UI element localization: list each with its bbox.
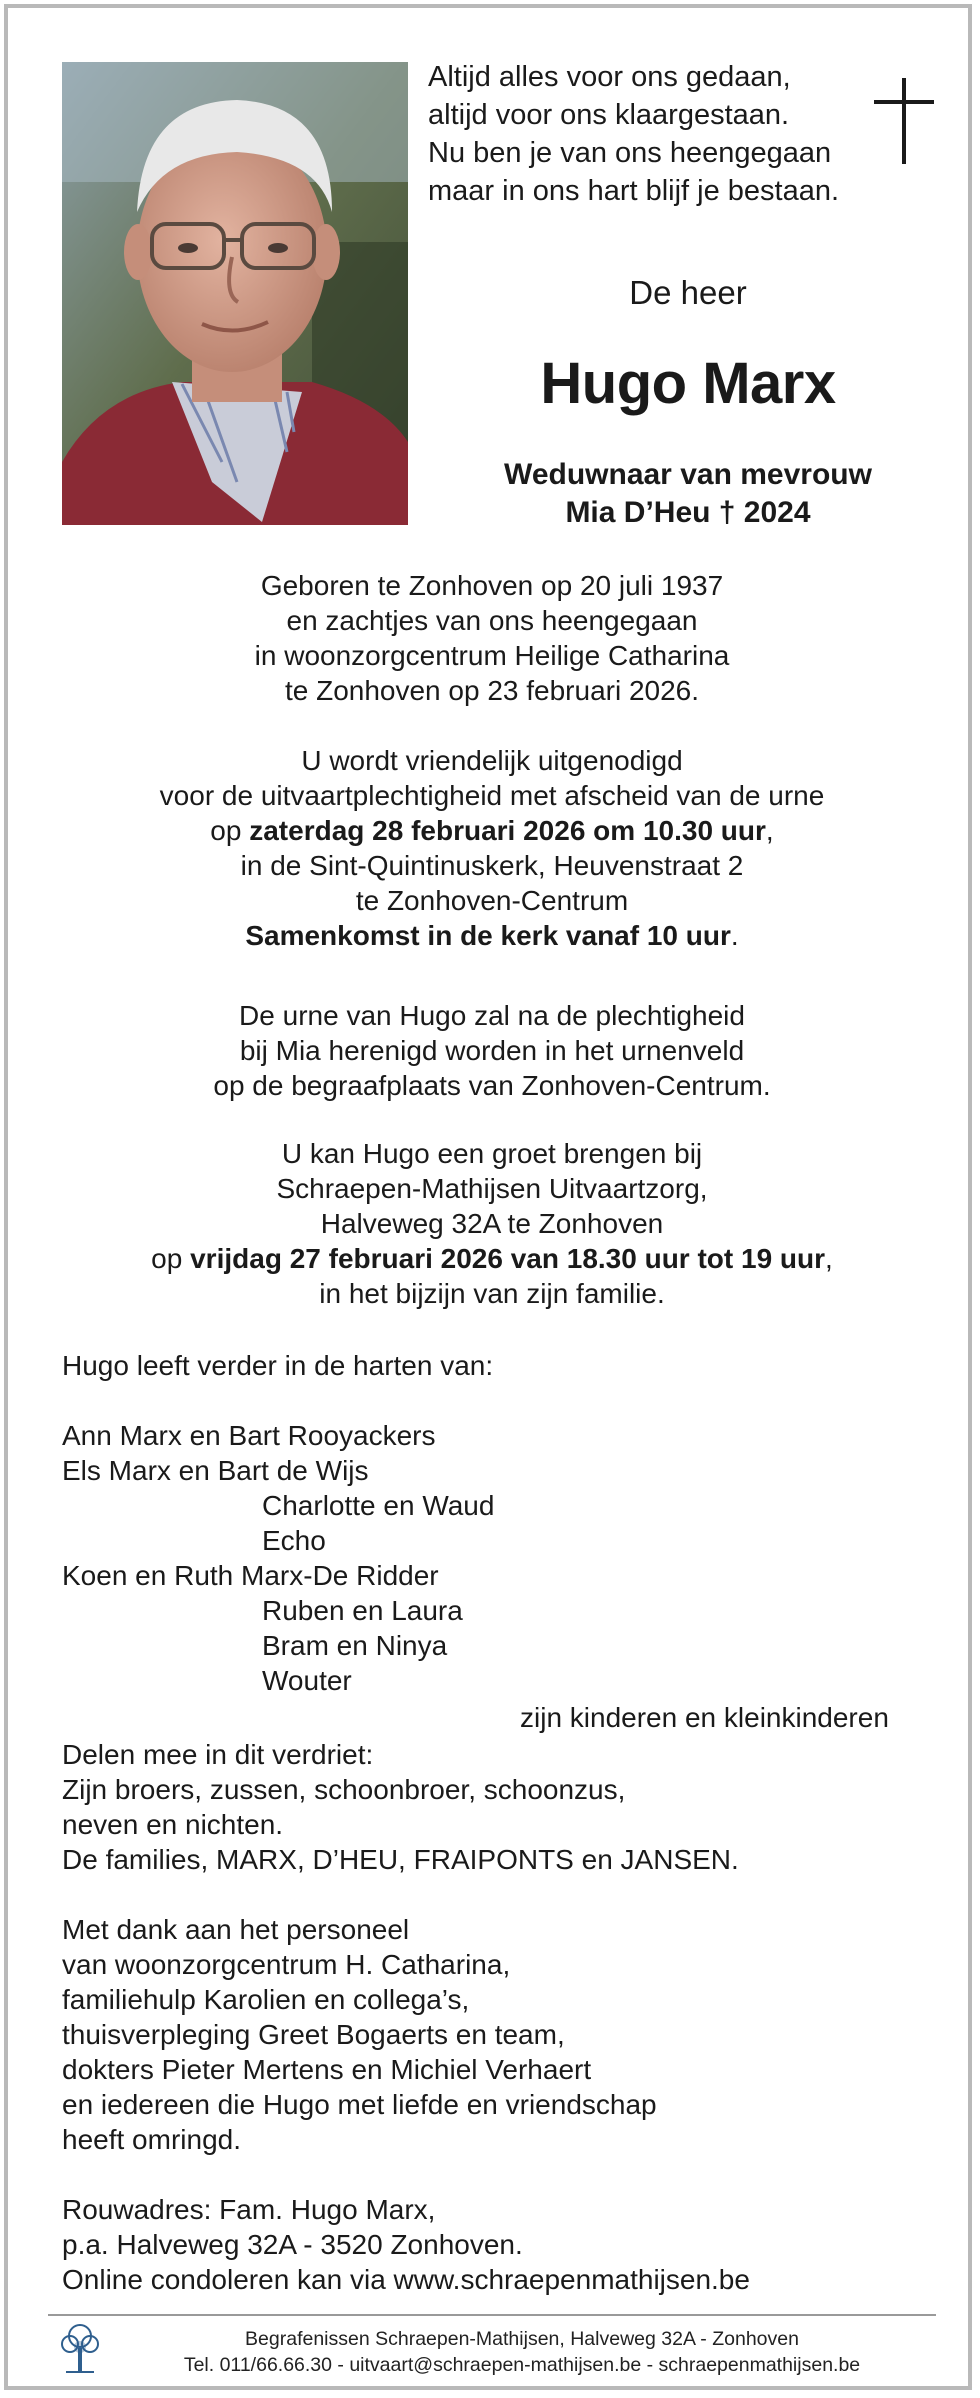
text-line: Met dank aan het personeel [62, 1914, 410, 1945]
poem-line: Nu ben je van ons heengegaan [428, 137, 832, 169]
text-line: te Zonhoven op 23 februari 2026. [284, 675, 700, 706]
text-line: Zijn broers, zussen, schoonbroer, schoonzus, [62, 1774, 626, 1805]
portrait-illustration [62, 62, 408, 525]
visitation-block [8, 1136, 976, 1311]
footer-divider [48, 2314, 936, 2316]
ceremony-date: zaterdag 28 februari 2026 om 10.30 uur [249, 815, 766, 846]
salutation: De heer [629, 274, 747, 311]
text-line: heeft omringd. [62, 2124, 241, 2155]
text-fragment: , [765, 815, 774, 846]
poem-line: maar in ons hart blijf je bestaan. [428, 175, 840, 207]
text-line: van woonzorgcentrum H. Catharina, [62, 1949, 511, 1980]
text-line: in de Sint-Quintinuskerk, Heuvenstraat 2 [240, 850, 744, 881]
footer-contact-line: Tel. 011/66.66.30 - uitvaart@schraepen-mathijsen.be - schraepenmathijsen.be [183, 2354, 861, 2376]
text-line: familiehulp Karolien en collega’s, [62, 1984, 470, 2015]
widower-spouse-line: Mia D’Heu † 2024 [565, 496, 811, 529]
poem-line: Altijd alles voor ons gedaan, [428, 61, 791, 93]
visitation-date-line [8, 1241, 976, 1276]
text-line: thuisverpleging Greet Bogaerts en team, [62, 2019, 565, 2050]
family-member: Ann Marx en Bart Rooyackers [62, 1420, 436, 1451]
widower-of [408, 456, 968, 532]
text-line: De families, MARX, D’HEU, FRAIPONTS en JANSEN. [62, 1844, 739, 1875]
text-line: en zachtjes van ons heengegaan [286, 605, 698, 636]
condolence-link[interactable]: Online condoleren kan via www.schraepenmathijsen.be [62, 2264, 750, 2295]
sharing-block [62, 1737, 739, 1877]
text-line: U kan Hugo een groet brengen bij [281, 1138, 703, 1169]
text-line: te Zonhoven-Centrum [355, 885, 629, 916]
footer-line: Begrafenissen Schraepen-Mathijsen, Halveweg 32A - Zonhoven [245, 2328, 799, 2350]
text-line: Halveweg 32A te Zonhoven [320, 1208, 664, 1239]
urn-block [8, 998, 976, 1103]
grandchild: Charlotte en Waud [262, 1490, 495, 1521]
gathering-time: Samenkomst in de kerk vanaf 10 uur [245, 920, 731, 951]
tree-logo-icon [60, 2322, 100, 2374]
ceremony-date-line [8, 813, 976, 848]
text-line: bij Mia herenigd worden in het urnenveld [239, 1035, 745, 1066]
visitation-date: vrijdag 27 februari 2026 van 18.30 uur tot 19 uur [190, 1243, 826, 1274]
birth-death-block [8, 568, 976, 708]
obituary-card [4, 4, 972, 2390]
text-line: neven en nichten. [62, 1809, 284, 1840]
poem [428, 58, 839, 210]
family-list [62, 1418, 494, 1698]
grandchild: Bram en Ninya [262, 1630, 448, 1661]
family-summary: zijn kinderen en kleinkinderen [520, 1702, 889, 1733]
text-line: De urne van Hugo zal na de plechtigheid [239, 1000, 745, 1031]
text-line: U wordt vriendelijk uitgenodigd [301, 745, 683, 776]
text-fragment: op [210, 815, 250, 846]
text-fragment: op [151, 1243, 191, 1274]
family-member: Koen en Ruth Marx-De Ridder [62, 1560, 439, 1591]
widower-line: Weduwnaar van mevrouw [504, 458, 872, 491]
text-fragment: . [730, 920, 739, 951]
poem-line: altijd voor ons klaargestaan. [428, 99, 790, 131]
text-line: p.a. Halveweg 32A - 3520 Zonhoven. [62, 2229, 523, 2260]
text-line: Geboren te Zonhoven op 20 juli 1937 [260, 570, 724, 601]
grandchild: Wouter [262, 1665, 352, 1696]
cross-icon [874, 78, 934, 164]
portrait-photo [62, 62, 408, 525]
gathering-line [8, 918, 976, 953]
invitation-block [8, 743, 976, 953]
thanks-block [62, 1912, 657, 2157]
text-line: voor de uitvaartplechtigheid met afscheid van de urne [159, 780, 825, 811]
address-block [62, 2192, 750, 2297]
family-intro: Hugo leeft verder in de harten van: [62, 1350, 494, 1381]
text-fragment: , [825, 1243, 833, 1274]
text-line: Delen mee in dit verdriet: [62, 1739, 374, 1770]
grandchild: Ruben en Laura [262, 1595, 463, 1626]
grandchild: Echo [262, 1525, 326, 1556]
text-line: en iedereen die Hugo met liefde en vriendschap [62, 2089, 657, 2120]
text-line: op de begraafplaats van Zonhoven-Centrum. [213, 1070, 771, 1101]
funeral-home-footer [108, 2326, 936, 2378]
text-line: in woonzorgcentrum Heilige Catharina [254, 640, 730, 671]
text-line: dokters Pieter Mertens en Michiel Verhaert [62, 2054, 592, 2085]
family-member: Els Marx en Bart de Wijs [62, 1455, 369, 1486]
deceased-name: Hugo Marx [540, 351, 836, 416]
text-line: Schraepen-Mathijsen Uitvaartzorg, [276, 1173, 708, 1204]
text-line: in het bijzijn van zijn familie. [319, 1278, 665, 1309]
text-line: Rouwadres: Fam. Hugo Marx, [62, 2194, 436, 2225]
